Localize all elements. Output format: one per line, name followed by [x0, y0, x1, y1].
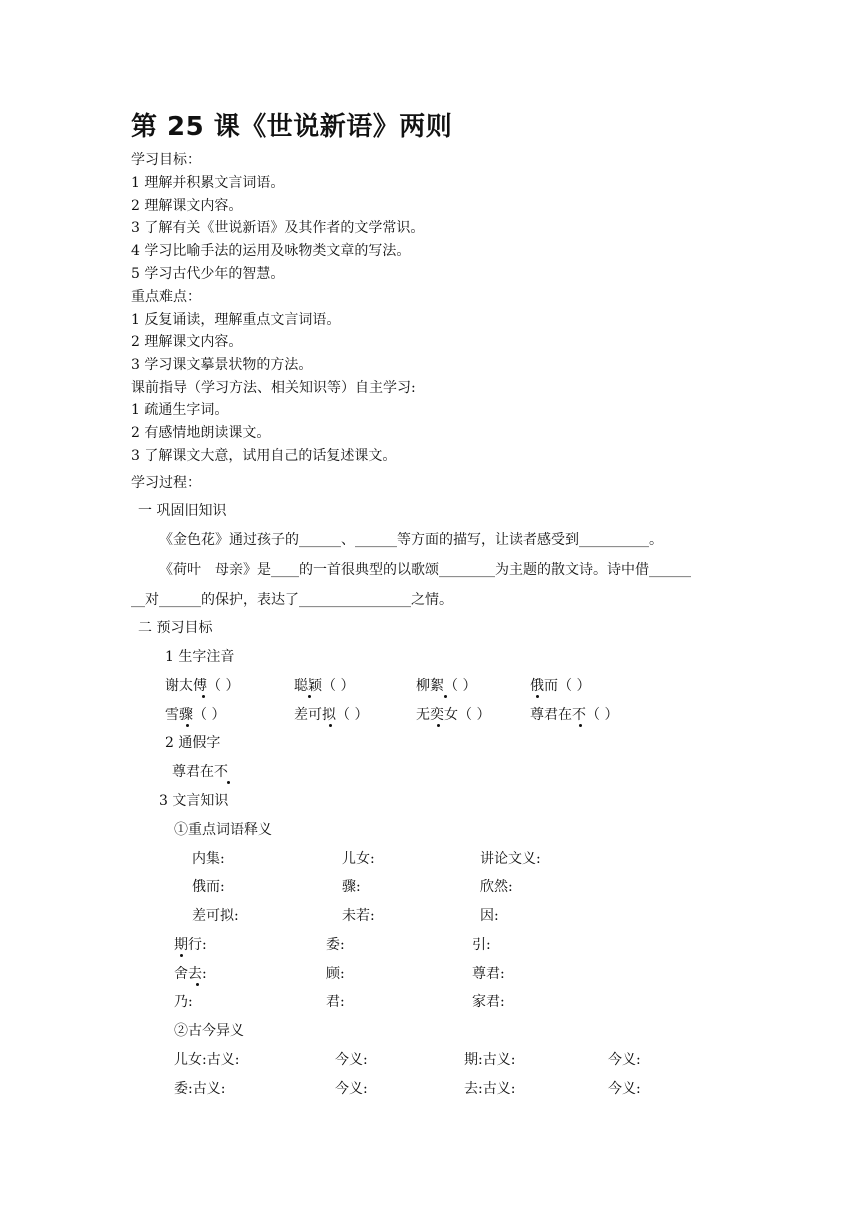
key-word-item: 欣然:	[480, 879, 513, 895]
emphasis-dot-icon	[196, 983, 199, 986]
key-word-item: 未若:	[342, 908, 375, 924]
ancient-modern-heading: ②古今异义	[174, 1023, 244, 1039]
emphasis-dot-icon	[579, 724, 582, 727]
pinyin-item: 俄而（ ）	[530, 678, 591, 694]
ancient-modern-item: 儿女:古义:	[174, 1052, 240, 1068]
ancient-modern-item: 今义:	[608, 1052, 641, 1068]
guidance-item: 3 了解课文大意，试用自己的话复述课文。	[131, 448, 397, 464]
pinyin-item: 谢太傅（ ）	[165, 678, 240, 694]
guidance-heading: 课前指导（学习方法、相关知识等）自主学习:	[131, 380, 416, 396]
pinyin-item: 尊君在不（ ）	[530, 707, 619, 723]
key-word-item: 委:	[326, 937, 345, 953]
key-word-item: 儿女:	[342, 851, 375, 867]
objective-item: 2 理解课文内容。	[131, 198, 243, 214]
key-word-item: 差可拟:	[192, 908, 239, 924]
emphasis-dot-icon	[180, 954, 183, 957]
pinyin-item: 无奕女（ ）	[416, 707, 491, 723]
key-word-item: 君:	[326, 994, 345, 1010]
objective-item: 5 学习古代少年的智慧。	[131, 266, 285, 282]
key-word-item: 顾:	[326, 966, 345, 982]
ancient-modern-item: 今义:	[335, 1052, 368, 1068]
tongjia-heading: 2 通假字	[165, 735, 221, 751]
objective-item: 3 了解有关《世说新语》及其作者的文学常识。	[131, 220, 425, 236]
objective-item: 4 学习比喻手法的运用及咏物类文章的写法。	[131, 243, 411, 259]
key-word-item: 讲论文义:	[480, 851, 541, 867]
emphasis-dot-icon	[444, 695, 447, 698]
pinyin-heading: 1 生字注音	[165, 649, 235, 665]
key-word-item: 骤:	[342, 879, 361, 895]
emphasis-dot-icon	[202, 695, 205, 698]
difficulty-item: 1 反复诵读，理解重点文言词语。	[131, 312, 341, 328]
review-question-2: 《荷叶 母亲》是____的一首很典型的以歌颂________为主题的散文诗。诗中借______	[159, 562, 691, 578]
pinyin-item: 差可拟（ ）	[294, 707, 369, 723]
ancient-modern-item: 委:古义:	[174, 1081, 226, 1097]
ancient-modern-item: 今义:	[608, 1081, 641, 1097]
review-question-1: 《金色花》通过孩子的______、______等方面的描写，让读者感受到__________。	[159, 532, 663, 548]
difficulty-item: 3 学习课文摹景状物的方法。	[131, 357, 313, 373]
key-word-item: 因:	[480, 908, 499, 924]
key-word-item: 舍去:	[174, 966, 207, 982]
ancient-modern-item: 期:古义:	[464, 1052, 516, 1068]
key-word-item: 尊君:	[472, 966, 505, 982]
emphasis-dot-icon	[329, 724, 332, 727]
objectives-heading: 学习目标：	[131, 152, 201, 168]
difficulty-item: 2 理解课文内容。	[131, 334, 243, 350]
key-word-item: 引:	[472, 937, 491, 953]
emphasis-dot-icon	[186, 724, 189, 727]
guidance-item: 2 有感情地朗读课文。	[131, 425, 271, 441]
difficulties-heading: 重点难点：	[131, 289, 201, 305]
key-words-heading: ①重点词语释义	[174, 822, 272, 838]
section-one-heading: 一 巩固旧知识	[138, 503, 227, 519]
emphasis-dot-icon	[437, 724, 440, 727]
emphasis-dot-icon	[308, 695, 311, 698]
pinyin-item: 聪颖（ ）	[294, 678, 355, 694]
key-word-item: 家君:	[472, 994, 505, 1010]
ancient-modern-item: 去:古义:	[464, 1081, 516, 1097]
pinyin-item: 雪骤（ ）	[165, 707, 226, 723]
pinyin-item: 柳絮（ ）	[416, 678, 477, 694]
section-two-heading: 二 预习目标	[138, 620, 213, 636]
key-word-item: 内集:	[192, 851, 225, 867]
key-word-item: 乃:	[174, 994, 193, 1010]
process-heading: 学习过程：	[131, 475, 201, 491]
key-word-item: 俄而:	[192, 879, 225, 895]
objective-item: 1 理解并积累文言词语。	[131, 175, 285, 191]
wenyan-heading: 3 文言知识	[159, 793, 229, 809]
review-question-2-cont: __对______的保护，表达了________________之情。	[131, 592, 453, 608]
ancient-modern-item: 今义:	[335, 1081, 368, 1097]
guidance-item: 1 疏通生字词。	[131, 402, 229, 418]
key-word-item: 期行:	[174, 937, 207, 953]
tongjia-item: 尊君在不	[172, 764, 228, 780]
emphasis-dot-icon	[536, 695, 539, 698]
lesson-title: 第 25 课《世说新语》两则	[131, 112, 453, 142]
emphasis-dot-icon	[227, 781, 230, 784]
